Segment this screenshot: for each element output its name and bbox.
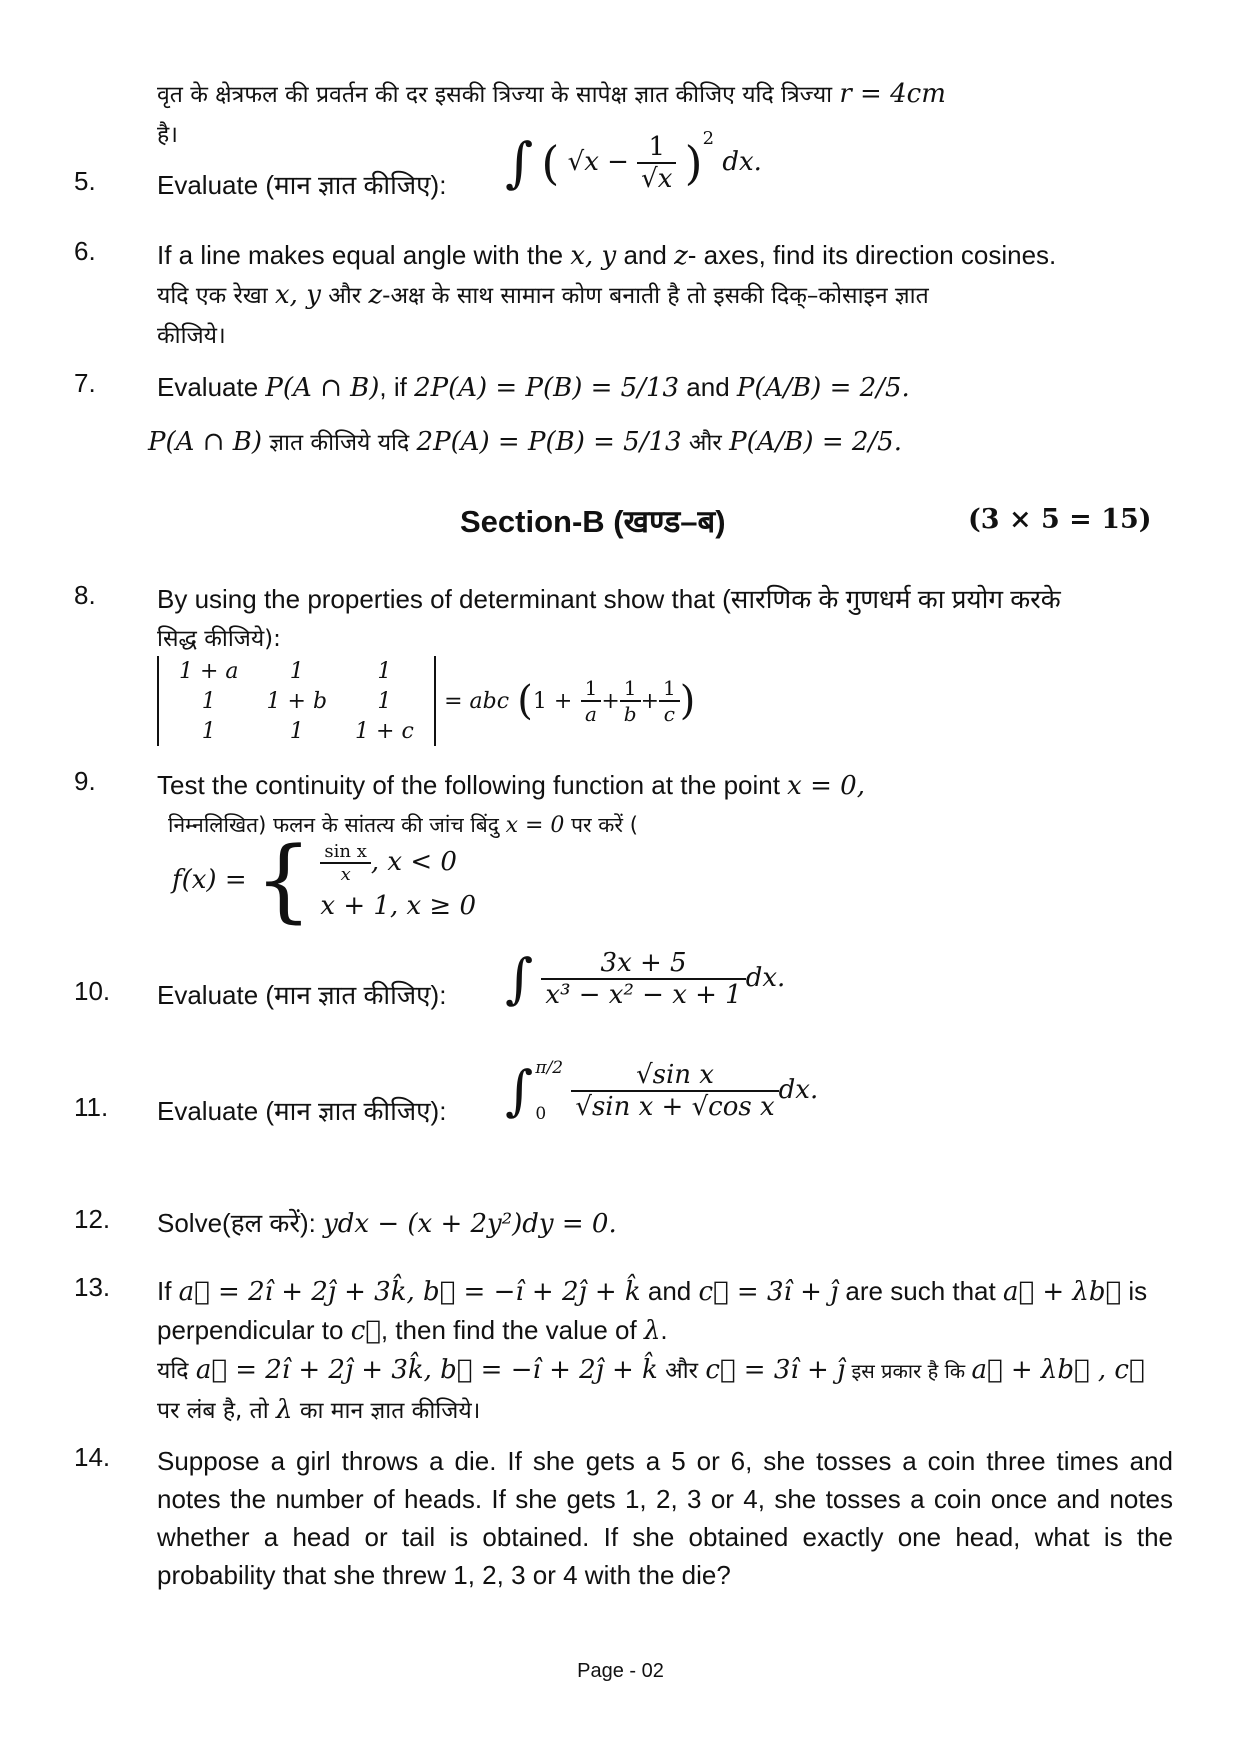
- lower-limit: 0: [535, 1104, 547, 1124]
- q13-text: [157, 1272, 1173, 1430]
- q7-hi-a: ज्ञात कीजिये यदि: [261, 430, 417, 456]
- q13-en-math2: c⃗ = 3î + ĵ: [698, 1277, 839, 1307]
- q8-rhs: = abc: [444, 689, 510, 714]
- q5-number: 5.: [74, 166, 96, 196]
- q11-label: Evaluate (मान ज्ञात कीजिए):: [157, 1096, 447, 1126]
- case1-den: x: [340, 864, 351, 885]
- q13-hi-math3: a⃗ + λb⃗ , c⃗: [971, 1355, 1145, 1385]
- fraction-numerator: 1: [637, 132, 676, 164]
- cases: [320, 841, 476, 921]
- q11-fraction: [571, 1060, 778, 1122]
- q13-hi-c: इस प्रकार है कि: [845, 1359, 972, 1383]
- determinant: [157, 656, 436, 746]
- q13-hi-math4: λ: [276, 1395, 293, 1425]
- q11-dx: dx.: [778, 1075, 819, 1105]
- q7-hi-math3: P(A/B) = 2/5.: [729, 427, 902, 457]
- q4-hindi-line1: वृत के क्षेत्रफल की प्रवर्तन की दर इसकी त्रिज्या के सापेक्ष ज्ञात कीजिए यदि त्रिज्या: [157, 82, 833, 108]
- q13-hi-math2: c⃗ = 3î + ĵ: [705, 1355, 846, 1385]
- q12-number: 12.: [74, 1204, 111, 1234]
- q7-text: [157, 368, 1173, 407]
- q13-en-f: , then find the value of: [380, 1315, 644, 1345]
- q11-integral: [505, 1058, 818, 1124]
- limits: [535, 1058, 563, 1124]
- q7-hi-b: और: [681, 430, 730, 456]
- frac-den: c: [663, 702, 675, 726]
- det-cell: 1: [289, 718, 304, 744]
- case1-cond: , x < 0: [370, 847, 457, 877]
- q9-hi-b: पर करें (: [564, 813, 638, 837]
- frac-1-b: [620, 676, 641, 726]
- q9-hi-a: निम्नलिखित) फलन के सांतत्य की जांच बिंदु: [168, 813, 506, 837]
- q9-hi-math: x = 0: [505, 813, 565, 838]
- q10-label: Evaluate (मान ज्ञात कीजिए):: [157, 980, 447, 1010]
- section-b-title: Section-B (खण्ड–ब): [460, 504, 726, 539]
- rhs-left-paren: (: [517, 678, 533, 724]
- sqrt-x: √x −: [567, 147, 629, 177]
- q7-en-c: and: [679, 372, 737, 402]
- q7-hi-math2: 2P(A) = P(B) = 5/13: [416, 427, 682, 457]
- q10-integral: [505, 948, 785, 1010]
- q13-en-d: is: [1121, 1276, 1148, 1306]
- det-cell: 1: [201, 718, 216, 744]
- section-b-marks: (3 × 5 = 15): [968, 504, 1152, 535]
- q9-piecewise-function: [172, 828, 476, 933]
- q11-denominator: √sin x + √cos x: [575, 1092, 775, 1122]
- q13-en-b: and: [640, 1276, 699, 1306]
- q11-numerator: √sin x: [571, 1060, 778, 1092]
- q6-en-b: and: [616, 240, 675, 270]
- frac-den: a: [584, 702, 597, 726]
- q6-en-a: If a line makes equal angle with the: [157, 240, 571, 270]
- q6-en-math: x, y: [570, 241, 617, 271]
- right-paren: ): [684, 136, 703, 190]
- q6-hi-math2: z: [368, 280, 383, 310]
- integral-sign: ∫: [505, 1059, 534, 1122]
- q10-denominator: x³ − x² − x + 1: [545, 980, 742, 1010]
- det-row: [165, 716, 428, 746]
- q13-en-math5: λ: [643, 1316, 661, 1346]
- q9-text: [157, 766, 1173, 805]
- q6-number: 6.: [74, 236, 96, 266]
- q13-hi-e: का मान ज्ञात कीजिये।: [292, 1398, 481, 1424]
- q13-hi-b: और: [657, 1358, 706, 1384]
- q7-number: 7.: [74, 368, 96, 398]
- det-row: [165, 656, 428, 686]
- det-cell: 1 + b: [266, 688, 328, 714]
- frac-num: 1: [581, 676, 602, 702]
- q4-hindi-line2: है।: [157, 122, 178, 148]
- det-cell: 1 + c: [355, 718, 414, 744]
- q11-number: 11.: [74, 1092, 109, 1122]
- q5-dx: dx.: [722, 147, 762, 177]
- integral-sign: ∫: [505, 947, 534, 1010]
- q5-fraction: [637, 132, 676, 194]
- q9-number: 9.: [74, 766, 96, 796]
- exponent-2: 2: [702, 128, 715, 149]
- q7-en-math3: P(A/B) = 2/5.: [736, 373, 910, 403]
- q8-determinant-equation: [157, 656, 695, 746]
- q13-en-a: If: [157, 1276, 179, 1306]
- det-cell: 1 + a: [179, 658, 239, 684]
- q13-en-c: are such that: [838, 1276, 1003, 1306]
- q6-hi-a: यदि एक रेखा: [157, 283, 276, 309]
- q6-hi-c: -अक्ष के साथ सामान कोण बनाती है तो इसकी दिक्–कोसाइन ज्ञात: [382, 283, 929, 309]
- q8-text-b: सिद्ध कीजिये):: [157, 626, 281, 652]
- upper-limit: π/2: [535, 1058, 564, 1078]
- fx-label: f(x) =: [172, 865, 247, 895]
- q8-text: [157, 580, 1173, 658]
- q13-en-math4: c⃗: [350, 1316, 381, 1346]
- q5-label: Evaluate (मान ज्ञात कीजिए):: [157, 170, 447, 200]
- q4-radius-math: r = 4cm: [839, 79, 946, 109]
- integral-sign: ∫: [505, 131, 534, 194]
- q7-en-b: , if: [379, 372, 415, 402]
- fraction-denominator: √x: [641, 164, 673, 194]
- q8-text-a: By using the properties of determinant show that (सारणिक के गुणधर्म का प्रयोग करके: [157, 584, 1061, 614]
- q6-en-c: - axes, find its direction cosines.: [687, 240, 1057, 270]
- frac-1-c: [659, 676, 680, 726]
- q6-hi-math: x, y: [275, 280, 321, 310]
- q6-text: [157, 236, 1173, 355]
- q12-math: ydx − (x + 2y²)dy = 0.: [323, 1209, 617, 1239]
- q9-en-a: Test the continuity of the following function at the point: [157, 770, 788, 800]
- case1-num: sin x: [320, 841, 370, 864]
- frac-den: b: [623, 702, 637, 726]
- q12-text: [157, 1204, 1173, 1243]
- case-1: [320, 841, 476, 885]
- left-brace: {: [254, 828, 313, 933]
- det-row: [165, 686, 428, 716]
- plus: +: [640, 689, 660, 714]
- q7-en-math: P(A ∩ B): [265, 373, 380, 403]
- q6-hi-d: कीजिये।: [157, 323, 226, 349]
- frac-num: 1: [659, 676, 680, 702]
- q6-hi-b: और: [320, 283, 369, 309]
- q6-en-math2: z: [674, 241, 688, 271]
- q10-numerator: 3x + 5: [541, 948, 745, 980]
- det-cell: 1: [201, 688, 216, 714]
- det-cell: 1: [377, 688, 392, 714]
- q5-integral: [505, 128, 762, 194]
- q13-hi-a: यदि: [157, 1358, 196, 1384]
- q7-hindi: [148, 422, 1173, 462]
- q13-en-g: .: [660, 1315, 668, 1345]
- q10-dx: dx.: [745, 963, 786, 993]
- q13-hi-d: पर लंब है, तो: [157, 1398, 277, 1424]
- page-number: Page - 02: [577, 1660, 664, 1682]
- q7-hi-math: P(A ∩ B): [148, 427, 262, 457]
- q13-number: 13.: [74, 1272, 111, 1302]
- q14-text: Suppose a girl throws a die. If she gets a 5 or 6, she tosses a coin three times and notes the number of heads. If she gets 1, 2, 3 or 4, she tosses a coin once and notes whether a head or tail is obtained. If she obtained exactly one head, what is the probability that she threw 1, 2, 3 or 4 with the die?: [157, 1446, 1173, 1590]
- left-paren: (: [541, 136, 560, 190]
- det-cell: 1: [289, 658, 304, 684]
- q9-en-math: x = 0,: [787, 771, 865, 801]
- det-cell: 1: [377, 658, 392, 684]
- frac-1-a: [581, 676, 602, 726]
- q13-en-math3: a⃗ + λb⃗: [1002, 1277, 1122, 1307]
- sinx-over-x: [320, 841, 370, 885]
- q7-en-math2: 2P(A) = P(B) = 5/13: [414, 373, 680, 403]
- q13-en-e: perpendicular to: [157, 1315, 351, 1345]
- case-2: x + 1, x ≥ 0: [320, 891, 476, 921]
- frac-num: 1: [620, 676, 641, 702]
- q8-number: 8.: [74, 580, 96, 610]
- q14-number: 14.: [74, 1442, 111, 1472]
- q7-en-a: Evaluate: [157, 372, 266, 402]
- q13-en-math: a⃗ = 2î + 2ĵ + 3k̂, b⃗ = −î + 2ĵ + k̂: [178, 1277, 641, 1307]
- q12-label: Solve(हल करें):: [157, 1208, 324, 1238]
- plus: +: [601, 689, 620, 714]
- rhs-one: 1 +: [532, 689, 573, 714]
- q13-hi-math: a⃗ = 2î + 2ĵ + 3k̂, b⃗ = −î + 2ĵ + k̂: [195, 1355, 658, 1385]
- rhs-right-paren: ): [679, 678, 696, 724]
- q10-number: 10.: [74, 976, 111, 1006]
- q10-fraction: [541, 948, 745, 1010]
